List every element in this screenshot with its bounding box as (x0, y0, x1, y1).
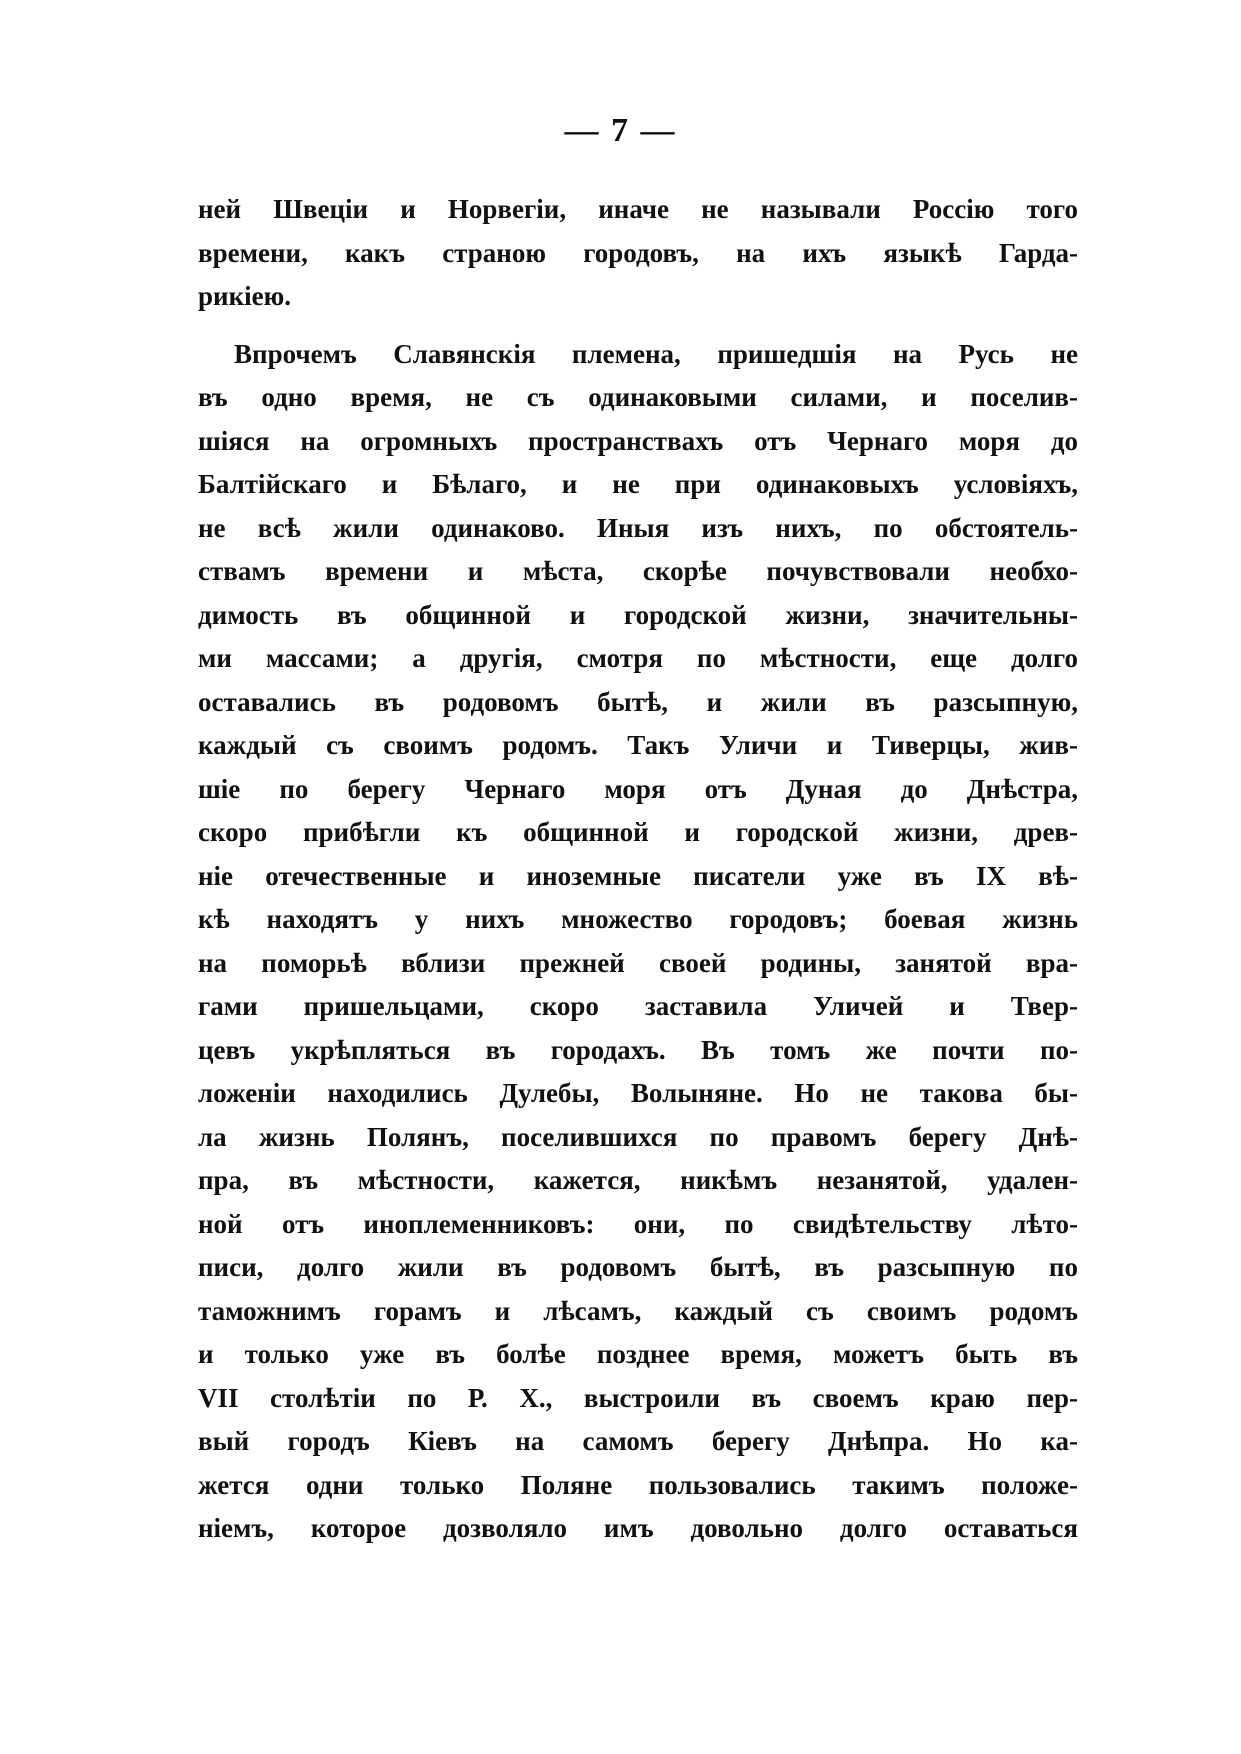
text-line: жется одни только Поляне пользовались такимъ положе- (198, 1469, 1078, 1500)
page-number: — 7 — (564, 112, 677, 149)
text-line: Впрочемъ Славянскія племена, пришедшія на Русь не (234, 338, 1078, 369)
text-line: ней Швеціи и Норвегіи, иначе не называли Россію того (198, 194, 1078, 224)
text-line: въ одно время, не съ одинаковыми силами, и поселив- (198, 382, 1078, 412)
text-line: писи, долго жили въ родовомъ бытѣ, въ разсыпную по (198, 1252, 1078, 1282)
text-line: на поморьѣ вблизи прежней своей родины, занятой вра- (198, 947, 1078, 978)
text-line: каждый съ своимъ родомъ. Такъ Уличи и Тиверцы, жив- (198, 730, 1078, 760)
text-line: ложеніи находились Дулебы, Волыняне. Но не такова бы- (198, 1078, 1078, 1108)
text-line: гами пришельцами, скоро заставила Уличей и Твер- (198, 991, 1078, 1021)
text-line: ствамъ времени и мѣста, скорѣе почувствовали необхо- (198, 556, 1078, 586)
text-line: Балтійскаго и Бѣлаго, и не при одинаковыхъ условіяхъ, (198, 469, 1078, 499)
text-line: и только уже въ болѣе позднее время, можетъ быть въ (198, 1339, 1078, 1369)
text-line: цевъ укрѣпляться въ городахъ. Въ томъ же почти по- (198, 1034, 1078, 1065)
text-line: кѣ находятъ у нихъ множество городовъ; боевая жизнь (198, 904, 1078, 934)
text-line: шіяся на огромныхъ пространствахъ отъ Чернаго моря до (198, 425, 1078, 456)
text-line: ніемъ, которое дозволяло имъ довольно долго оставаться (198, 1513, 1078, 1543)
text-line: ла жизнь Полянъ, поселившихся по правомъ берегу Днѣ- (198, 1121, 1078, 1152)
text-line: ной отъ иноплеменниковъ: они, по свидѣтельству лѣто- (198, 1208, 1078, 1239)
text-line: оставались въ родовомъ бытѣ, и жили въ разсыпную, (198, 686, 1078, 717)
text-line: скоро прибѣгли къ общинной и городской жизни, древ- (198, 817, 1078, 847)
paragraph-gap (198, 319, 1078, 333)
text-line: ніе отечественные и иноземные писатели уже въ IX вѣ- (198, 860, 1078, 891)
text-line: димость въ общинной и городской жизни, значительны- (198, 599, 1078, 630)
text-line: не всѣ жили одинаково. Иныя изъ нихъ, по обстоятель- (198, 512, 1078, 543)
text-line: вый городъ Кіевъ на самомъ берегу Днѣпра. Но ка- (198, 1426, 1078, 1456)
text-line: таможнимъ горамъ и лѣсамъ, каждый съ своимъ родомъ (198, 1295, 1078, 1326)
body-text (198, 188, 1078, 1551)
text-line: шіе по берегу Чернаго моря отъ Дуная до Днѣстра, (198, 773, 1078, 804)
text-line: ми массами; а другія, смотря по мѣстности, еще долго (198, 643, 1078, 673)
text-line: рикіею. (198, 281, 291, 311)
text-line: VII столѣтіи по Р. Х., выстроили въ своемъ краю пер- (198, 1382, 1078, 1413)
text-line: пра, въ мѣстности, кажется, никѣмъ незанятой, удален- (198, 1165, 1078, 1195)
text-line: времени, какъ страною городовъ, на ихъ языкѣ Гардa- (198, 237, 1078, 268)
